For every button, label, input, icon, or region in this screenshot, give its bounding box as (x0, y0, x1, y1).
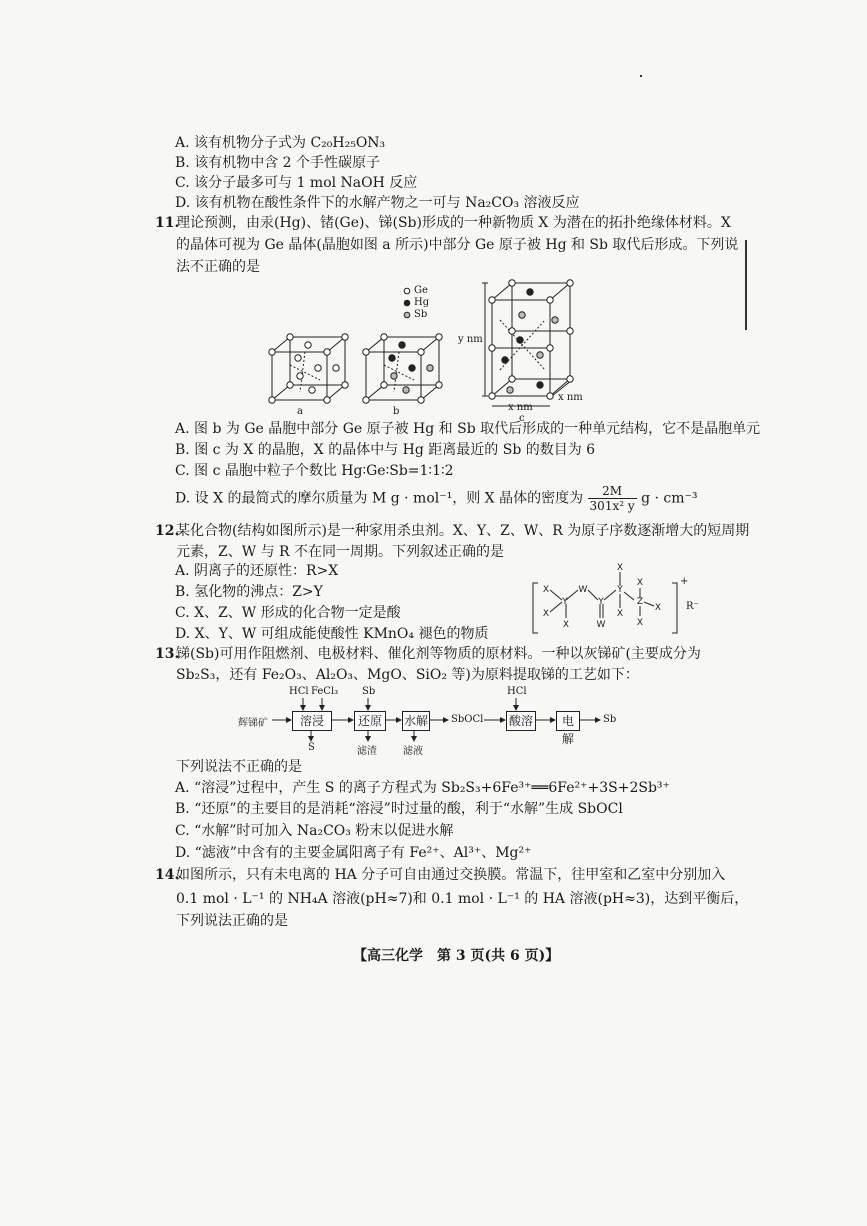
flow-hcl-input-1: HCl (289, 686, 309, 697)
fraction-numerator: 2M (588, 484, 637, 499)
flow-sb-input: Sb (362, 686, 376, 697)
atom-w-1: W (578, 585, 588, 595)
q14-stem-line2: 0.1 mol · L⁻¹ 的 NH₄A 溶液(pH≈7)和 0.1 mol · L⁻¹ 的 HA 溶液(pH≈3)，达到平衡后， (176, 891, 749, 907)
q12-stem-line2: 元素，Z、W 与 R 不在同一周期。下列叙述正确的是 (176, 544, 505, 560)
atom-x-8: X (654, 603, 662, 613)
cell-b-diagram (366, 337, 439, 400)
q14-stem-line3: 下列说法正确的是 (176, 913, 288, 929)
q10-option-b[interactable]: B. 该有机物中含 2 个手性碳原子 (175, 155, 380, 171)
q12-option-d[interactable]: D. X、Y、W 可组成能使酸性 KMnO₄ 褪色的物质 (175, 626, 489, 642)
cell-a-diagram (272, 337, 345, 400)
anion-label: R⁻ (686, 601, 699, 612)
q12-option-c[interactable]: C. X、Z、W 形成的化合物一定是酸 (175, 605, 401, 621)
q11-option-c[interactable]: C. 图 c 晶胞中粒子个数比 Hg∶Ge∶Sb=1∶1∶2 (175, 463, 454, 479)
flow-residue-output: 滤渣 (357, 746, 377, 757)
atom-x-5: X (616, 609, 624, 619)
flow-step-reduction: 还原 (354, 711, 386, 731)
scan-margin-dot (640, 75, 642, 77)
flow-product-sb: Sb (603, 714, 617, 725)
atom-x-6: X (636, 578, 644, 588)
q11-stem-line3: 法不正确的是 (176, 259, 260, 275)
flow-filtrate-output: 滤液 (403, 746, 423, 757)
q11-number: 11. (155, 215, 180, 231)
density-unit: g · cm⁻³ (641, 490, 698, 507)
fig-b-label: b (393, 406, 400, 417)
flow-s-output: S (308, 742, 315, 753)
legend-hg-label: Hg (414, 297, 430, 308)
q11-stem-line2: 的晶体可视为 Ge 晶体(晶胞如图 a 所示)中部分 Ge 原子被 Hg 和 Sb 取代后形成。下列说 (176, 237, 739, 253)
q14-number: 14. (155, 867, 180, 883)
flow-step-electrolysis: 电解 (556, 711, 580, 731)
density-fraction (588, 484, 637, 513)
q13-option-d[interactable]: D. “滤液”中含有的主要金属阳离子有 Fe²⁺、Al³⁺、Mg²⁺ (175, 845, 532, 861)
x-dimension-label-1: x nm (508, 402, 533, 413)
atom-z: Z (636, 597, 644, 607)
fig-c-label: c (519, 413, 525, 424)
flow-step-hydrolysis: 水解 (402, 711, 430, 731)
y-dimension-label: y nm (458, 334, 483, 345)
flow-step-acid-dissolve: 酸溶 (506, 711, 536, 731)
fig-a-label: a (297, 406, 303, 417)
atom-x-4: X (616, 563, 624, 573)
q14-stem-line1: 如图所示，只有未电离的 HA 分子可自由通过交换膜。常温下，往甲室和乙室中分别加入 (176, 867, 726, 883)
atom-x-2: X (542, 609, 550, 619)
atom-y-3: Y (617, 585, 623, 595)
q10-option-c[interactable]: C. 该分子最多可与 1 mol NaOH 反应 (175, 175, 418, 191)
q12-stem-line1: 某化合物(结构如图所示)是一种家用杀虫剂。X、Y、Z、W、R 为原子序数逐渐增大的短周期 (176, 523, 750, 539)
legend-ge-label: Ge (414, 285, 428, 296)
flow-sbocl-intermediate: SbOCl (451, 714, 484, 725)
page-footer: 【高三化学 第 3 页(共 6 页)】 (353, 948, 560, 964)
q12-option-b[interactable]: B. 氢化物的沸点：Z>Y (175, 584, 323, 600)
scan-margin-line (745, 240, 747, 330)
atom-y-2: Y (598, 597, 604, 607)
flow-fecl3-input: FeCl₃ (311, 686, 339, 697)
q13-stem-line1: 锑(Sb)可用作阻燃剂、电极材料、催化剂等物质的原材料。一种以灰锑矿(主要成分为 (176, 646, 701, 662)
flow-ore-label: 辉锑矿 (238, 718, 268, 729)
atom-x-7: X (636, 618, 644, 628)
cation-charge: + (680, 576, 689, 587)
flow-hcl-input-2: HCl (507, 686, 527, 697)
q12-number: 12. (155, 523, 180, 539)
fraction-denominator: 301x² y (589, 499, 635, 513)
flow-step-leaching: 溶浸 (292, 711, 332, 731)
q13-option-c[interactable]: C. “水解”时可加入 Na₂CO₃ 粉末以促进水解 (175, 823, 454, 839)
q13-option-a[interactable]: A. “溶浸”过程中，产生 S 的离子方程式为 Sb₂S₃+6Fe³⁺══6Fe²⁺+3S+2Sb³⁺ (175, 780, 670, 796)
x-dimension-label-2: x nm (558, 392, 583, 403)
q11-option-d[interactable] (175, 484, 698, 513)
q10-option-a[interactable]: A. 该有机物分子式为 C₂₀H₂₅ON₃ (175, 135, 386, 151)
atom-x-3: X (562, 620, 570, 630)
cell-c-diagram (482, 283, 572, 406)
q13-stem-line2: Sb₂S₃，还有 Fe₂O₃、Al₂O₃、MgO、SiO₂ 等)为原料提取锑的工艺如下： (176, 667, 639, 683)
q13-option-b[interactable]: B. “还原”的主要目的是消耗“溶浸”时过量的酸，利于“水解”生成 SbOCl (175, 801, 623, 817)
q11-option-a[interactable]: A. 图 b 为 Ge 晶胞中部分 Ge 原子被 Hg 和 Sb 取代后形成的一种单元结构，它不是晶胞单元 (175, 421, 761, 437)
q11-option-d-text: D. 设 X 的最简式的摩尔质量为 M g · mol⁻¹，则 X 晶体的密度为 (175, 490, 584, 507)
atom-y-1: Y (562, 597, 568, 607)
q13-number: 13. (155, 646, 180, 662)
q10-option-d[interactable]: D. 该有机物在酸性条件下的水解产物之一可与 Na₂CO₃ 溶液反应 (175, 195, 580, 211)
atom-w-2: W (596, 620, 606, 630)
q11-stem-line1: 理论预测，由汞(Hg)、锗(Ge)、锑(Sb)形成的一种新物质 X 为潜在的拓扑绝缘体材料。X (176, 215, 731, 231)
q12-option-a[interactable]: A. 阴离子的还原性：R>X (175, 563, 339, 579)
atom-x-1: X (542, 585, 550, 595)
q13-lead: 下列说法不正确的是 (176, 759, 302, 775)
q11-option-b[interactable]: B. 图 c 为 X 的晶胞，X 的晶体中与 Hg 距离最近的 Sb 的数目为 6 (175, 442, 596, 458)
legend-sb-label: Sb (414, 309, 428, 320)
